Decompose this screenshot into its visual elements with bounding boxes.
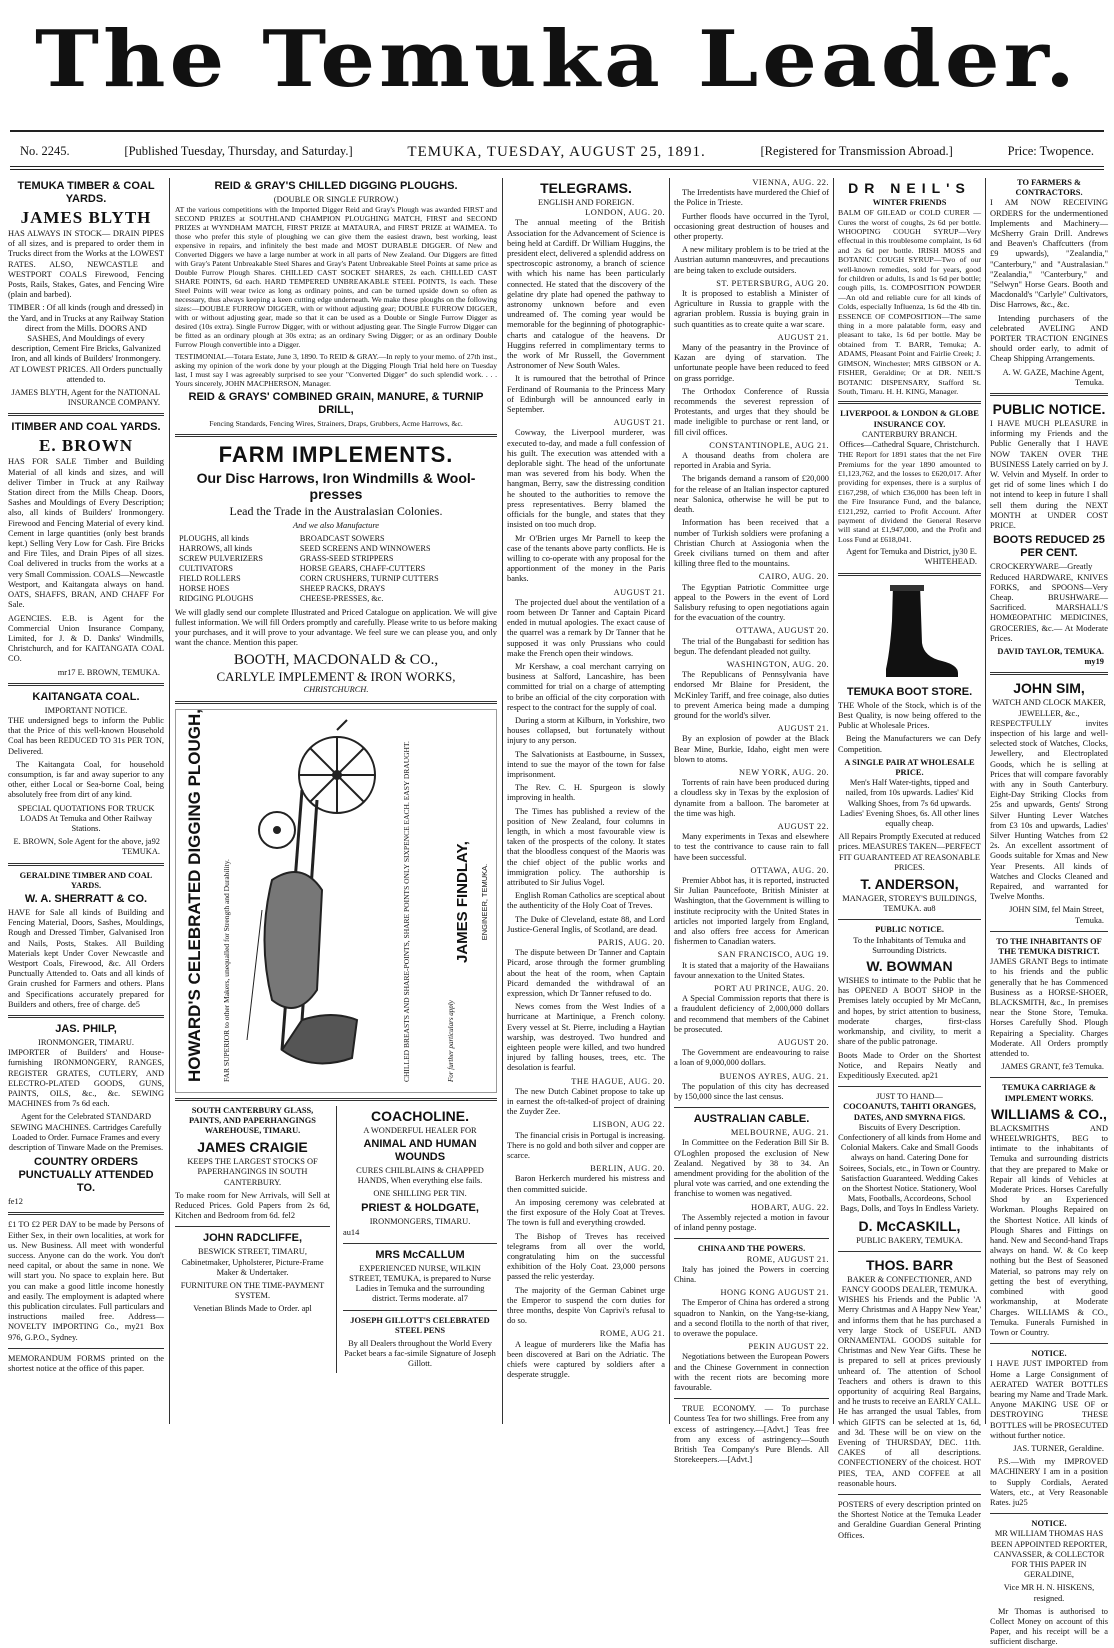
telegram-dateline: ROME, AUGUST 21.: [746, 1254, 829, 1264]
posters-ad: POSTERS of every description printed on the Shortest Notice at the Temuka Leader and Geraldine Guardian General Printing Offices.: [838, 1500, 981, 1540]
divider: [343, 1243, 497, 1244]
boot-store-text-2: Being the Manufacturers we can Defy Competition.: [838, 734, 981, 754]
dateline: [20, 144, 1094, 164]
grant-signature: JAMES GRANT, fe3 Temuka.: [1001, 1062, 1104, 1072]
divider: [674, 1238, 829, 1239]
country-orders: COUNTRY ORDERS PUNCTUALLY ATTENDED TO.: [18, 1156, 154, 1195]
telegram-item: The Irredentists have murdered the Chief of the Police in Trieste.: [674, 188, 829, 208]
divider: [990, 931, 1108, 932]
telegram-dateline: CONSTANTINOPLE, AUG 21.: [709, 440, 829, 450]
telegram-item: The brigands demand a ransom of £20,000 for the release of an Italian inspector captured near Salonica, otherwise he will be put to death.: [674, 474, 829, 515]
price: Price: Twopence.: [1007, 144, 1094, 158]
telegram-dateline: PEKIN AUGUST 22.: [748, 1342, 829, 1352]
implement-item: HARROWS, all kinds: [179, 543, 253, 553]
telegram-item: Information has been received that a number of Turkish soldiers were profaning a Christian Church at Assiogonia when the Greek civilians turned on them and after killing three fled to the mountains.: [674, 518, 829, 569]
divider: [8, 1348, 164, 1349]
telegram-dateline: AUGUST 20.: [777, 1038, 829, 1048]
divider: [838, 919, 981, 920]
farm-implements-text: We will gladly send our complete Illustrated and Priced Catalogue on application. We will give fullest information. We will fill Orders promptly and carefully. Please write to us before making your purchases, and it will prove to your advantage. We feel sure we can please you, and only want the chance. Mention this paper.: [175, 607, 497, 648]
telegram-item: A league of murderers like the Mafia has been discovered at Bari on the Adriatic. The chiefs were captured by soldiers after a desperate struggle.: [507, 1339, 665, 1380]
boot-store-text: THE Whole of the Stock, which is of the Best Quality, is now being offered to the Public at Wholesale Prices.: [838, 700, 981, 731]
blyth-name: JAMES BLYTH: [20, 208, 152, 227]
divider: [175, 701, 497, 704]
brown-ad-text: HAS FOR SALE Timber and Building Material of all kinds and sizes, and will deliver Timber in Truck at any Railway Station direct from the Mills Cheap. Doors, Sashes and Mouldings of Every Description; also, all kinds of Builders' Ironmongery. Firewood and Fencing Material of every kind. Cement in large quantities (only best brands kept.) Selling Very Low for Cash. Fire Bricks and Fire Tiles, and Drain Pipes of all sizes. Coal delivered in trucks from the works at a very Small Commission. COALS—Newcastle Westport, and Kaitangata always on hand. OATS, SHAFFS, BRAN, AND CHAFF For Sale.: [8, 457, 164, 610]
mccallum-name: MRS McCALLUM: [375, 1248, 465, 1261]
divider: [8, 413, 164, 416]
australian-cable-heading: AUSTRALIAN CABLE.: [693, 1113, 810, 1126]
telegram-item: The Salvationists at Eastbourne, in Sussex, intend to sue the mayor of the town for false imprisonment.: [507, 749, 665, 779]
implement-item: HORSE GEARS, CHAFF-CUTTERS: [299, 563, 426, 573]
telegram-item: The Government are endeavouring to raise a loan of 9,000,000 dollars.: [674, 1048, 829, 1068]
radcliffe-sub: BESWICK STREET, TIMARU,: [197, 1247, 308, 1257]
blyth-signature: JAMES BLYTH, Agent for the NATIONAL INSURANCE COMPANY.: [11, 388, 160, 408]
boot-store-single: A SINGLE PAIR AT WHOLESALE PRICE.: [844, 757, 975, 778]
telegram-dateline: CAIRO, AUG. 20.: [758, 572, 829, 582]
telegram-item: Mr Kershaw, a coal merchant carrying on business at Salford, Lancashire, has been committed for trial on a charge of attempting to bribe an official of the city corporation with respect to the contract for the supply of coal.: [507, 661, 665, 712]
telegram-item: An imposing ceremony was celebrated at the first exposure of the Holy Coat at Treves. The town is full and everything crowded.: [507, 1197, 665, 1228]
coacholine-c: CURES CHILBLAINS & CHAPPED HANDS, When everything else fails.: [356, 1165, 484, 1186]
telegram-item: Mr O'Brien urges Mr Parnell to keep the case of the tenants above party conflicts. He is willing to co-operate with any proposal for the apportionment of the money in the Paris banks.: [507, 533, 665, 584]
farmers-heading: TO FARMERS & CONTRACTORS.: [1015, 178, 1083, 198]
telegram-item: The trial of the Bungabasti for sedition has begun. The defendant pleaded not guilty.: [674, 636, 829, 656]
philp-subheading: IRONMONGER, TIMARU.: [38, 1038, 134, 1047]
telegram-dateline: BERLIN, AUG. 20.: [590, 1164, 665, 1174]
column-5: [838, 178, 981, 1540]
gillott-text: By all Dealers throughout the World Every Packet bears a fac-simile Signature of Joseph Gillott.: [344, 1339, 496, 1369]
telegrams-subheading: ENGLISH AND FOREIGN.: [537, 198, 635, 207]
telegram-dateline: AUGUST 21.: [613, 418, 665, 428]
philp-text-2: Agent for the Celebrated STANDARD SEWING MACHINES. Cartridges Carefully Loaded to Order. Furnace Frames and every description of Tinware Made on the Premises.: [8, 1112, 164, 1153]
williams-text: BLACKSMITHS AND WHEELWRIGHTS, BEG to intimate to the inhabitants of Temuka and surrounding districts that they are prepared to Make or Repair all kinds of Vehicles at Moderate Prices. Horses Carefully Shod by an Experienced Workman. Ploughs Repaired on the Shortest Notice. All kinds of Plough Shares and Fittings on hand. New and Second-hand Traps always on hand. W. & Co keep nothing but the Best of Seasoned Material, so patrons may rely on getting the best of everything, combined with good workmanship, at Moderate Charges. WILLIAMS & CO., Temuka. Funerals Furnished in Town or Country.: [990, 1123, 1108, 1337]
telegram-item: The dispute between Dr Tanner and Captain Picard, arose through the former grumbling about the heat of the room, when Captain Picard demanded the withdrawal of an expression, which Dr Tanner refused to do.: [507, 948, 665, 999]
column-2: [175, 178, 497, 1424]
issue-number: No. 2245.: [20, 144, 70, 158]
philp-text: IMPORTER of Builders' and House-furnishing IRONMONGERY, RANGES, REGISTER GRATES, CUTLERY, AND ELECTRO-PLATED GOODS, GUNS, PAINTS, OILS, &c., &c. SEWING MACHINES from 7s 6d each.: [8, 1048, 164, 1109]
telegram-item: The population of this city has decreased by 150,000 since the last census.: [674, 1081, 829, 1102]
just-to-hand-items: COCOANUTS, TAHITI ORANGES, DATES, AND SMYRNA FIGS.: [843, 1102, 976, 1122]
implement-item: HORSE HOES: [179, 583, 230, 593]
telegram-item: The Emperor of China has ordered a strong squadron to Nankin, on the Yang-tse-kiang, and a second flotilla to the north of that river, to overawe the populace.: [674, 1298, 829, 1338]
temuka-timber-heading: TEMUKA TIMBER & COAL YARDS.: [17, 180, 155, 205]
divider: [8, 683, 164, 686]
telegram-dateline: BUENOS AYRES, AUG. 21.: [719, 1071, 829, 1081]
barr-text: WISHES his Friends and the Public 'A Merry Christmas and A Happy New Year,' and informs them that he has purchased a very large Stock of USEFUL AND ORNAMENTAL GOODS suitable for Christmas and New Year Gifts. These he is prepared to sell at prices previously unheard of. The attention of School Teachers and others is drawn to this opportunity of acquiring Real Bargains, and he trusts to receive an EARLY CALL. He has arranged the usual Tables, from which GIFTS can be selected at 1s, 6d, and 3d. These will be on view on the Evening of THURSDAY, DEC. 11th. CAKES of all descriptions. CONFECTIONERY of the choicest. HOT PIES, TEA, AND COFFEE at all reasonable hours.: [838, 1295, 981, 1488]
divider: [990, 1343, 1108, 1344]
telegram-item: The new Dutch Cabinet propose to take up in earnest the oft-talked-of project of draining the Zuyder Zee.: [507, 1086, 665, 1117]
divider: [990, 1513, 1108, 1514]
just-to-hand-list: Biscuits of Every Description. Confectionery of all kinds from Home and Colonial Makers. Cake and Small Goods always on hand. Catering Done for Soirees, Socials, etc., in Town or Country. Satisfaction Guaranteed. Wedding Cakes on the Shortest Notice. Stationery, Wool Mats, Footballs, Accordeons, School Bags, Dolls, and Toys In Endless Variety.: [838, 1122, 981, 1214]
telegram-dateline: OTTAWA, AUG. 20.: [750, 865, 829, 875]
radcliffe-furniture: FURNITURE ON THE TIME-PAYMENT SYSTEM.: [180, 1281, 325, 1301]
turner-ps: P.S.—With my IMPROVED MACHINERY I am in a position to Supply Cordials, Aerated Waters, etc., at Very Reasonable Rates. ju25: [990, 1457, 1108, 1507]
reid-gray-text: AT the various competitions with the Imported Digger Reid and Gray's Plough was awarded FIRST and SECOND PRIZES at SOUTHLAND CHAMPION PLOUGHING MATCH, FIRST and SECOND PRIZES at WYNDHAM MATCH, FIRST PRIZE at MATAURA, and FIRST PRIZE at WAIMEA. To those who prefer this style of ploughing we can give them the easiest drawn, best working, least expensive in repairs, and infinitely the best made and MOST DURABLE DIGGER. Of New and Converted Diggers we have a large number at work in all parts of New Zealand. Our Diggers are fitted with Gray's Patent Unbreakable Steel Shares and Gray's Patent Unbreakable Steel Points at same price as Double Furrow Plough Shares. CHILLED CAST SOCKET SHARES, 2s each. CHILLED CAST SHARE POINTS, 6d each. HARD TEMPERED UNBREAKABLE STEEL POINTS, 1s each. These Steel Points will wear twice as long as ordinary points, and can be turned upside down so often as necessary, thus always keeping a keen cutting edge underneath. We make these ploughs on the following sizes:—DOUBLE FURROW DIGGER, with or without adjusting gear; DOUBLE FURROW DIGGER, with or without adjusting gear, made so that it can be used as a Double or Single Furrow Digger as desired (10s extra). Single Furrow Digger, with or without adjusting gear. The Single Furrow Digger can be fitted as an ordinary plough at 30s extra; as an ordinary Swing Digger; or as an ordinary Double Furrow Plough convertible into a Digger.: [175, 205, 497, 350]
barr-sub: BAKER & CONFECTIONER, AND FANCY GOODS DEALER, TEMUKA.: [841, 1274, 978, 1294]
howard-plough-chilled: CHILLED BREASTS AND SHARE-POINTS, SHARE POINTS ONLY SIXPENCE EACH. EASY DRAUGHT.: [402, 740, 411, 1082]
kaitangata-subheading: IMPORTANT NOTICE.: [44, 705, 128, 715]
telegram-item: Cowway, the Liverpool murderer, was executed to-day, and made a full confession of his guilt. The execution was attended with a deplorable sight. The head of the unfortunate man was severed from his body. When the hangman, Berry, saw the distressing condition he shouted to the authorities to remove the press representatives. Berry blamed the officials for the bungle, and states that they insisted on too much drop.: [507, 428, 665, 530]
dateline-place: HOBART, AUG. 22.: [751, 1202, 829, 1212]
telegram-dateline: LISBON, AUG 22.: [592, 1120, 665, 1130]
implement-item: RIDGING PLOUGHS: [179, 593, 254, 603]
kaitangata-text-2: The Kaitangata Coal, for household consumption, is far and away superior to any other, either Local or Sea-borne Coal, being absolutely free from dirt of any kind.: [8, 759, 164, 800]
telegram-dateline: AUGUST 22.: [777, 821, 829, 831]
telegram-dateline: AUGUST 21.: [613, 587, 665, 597]
implement-item: CORN CRUSHERS, TURNIP CUTTERS: [299, 573, 439, 583]
divider: [175, 1098, 497, 1101]
telegram-dateline: OTTAWA, AUGUST 20.: [735, 626, 829, 636]
blyth-timber-text: TIMBER : Of all kinds (rough and dressed) in the Yard, and in Trucks at any Railway Station direct from the Mills. DOORS AND SASHES, And Mouldings of every description, Cement Fire Bricks, Galvanized Iron, and all kinds of Builders' Ironmongery. AT LOWEST PRICES. All Orders punctually attended to.: [8, 303, 164, 384]
howard-plough-far-superior: FAR SUPERIOR to other Makers, unequalled for Strength and Durability.: [222, 858, 231, 1082]
findlay-name: JAMES FINDLAY,: [454, 840, 471, 963]
telegram-dateline: LONDON, AUG. 20.: [585, 208, 665, 218]
taylor-list: CROCKERYWARE—Greatly Reduced HARDWARE, KNIVES FORKS, and SPOONS—Very Cheap. BRUSHWARE—Sacrificed. MARSHALL'S HOMŒOPATHIC MEDICINES, GROCERIES, &c.— At Moderate Prices.: [990, 562, 1108, 643]
findlay-sub: ENGINEER, TEMUKA.: [480, 863, 489, 940]
sherratt-name: W. A. SHERRATT & CO.: [24, 892, 148, 905]
telegram-dateline: VIENNA, AUG. 22.: [752, 178, 829, 187]
implement-item: FIELD ROLLERS: [179, 573, 241, 583]
telegram-dateline: THE HAGUE, AUG. 20.: [571, 1076, 665, 1086]
telegram-dateline: SAN FRANCISCO, AUG 19.: [717, 950, 829, 960]
reid-gray-subheading: (DOUBLE OR SINGLE FURROW.): [273, 195, 399, 204]
telegram-item: A Special Commission reports that there is a fraudulent deficiency of 2,000,000 dollars and recommend that members of the Cabinet be prosecuted.: [674, 994, 829, 1034]
place-date: TEMUKA, TUESDAY, AUGUST 25, 1891.: [407, 144, 706, 160]
bottom-ads-row: [175, 1106, 497, 1373]
taylor-signature: DAVID TAYLOR, TEMUKA. my19: [997, 646, 1104, 667]
neil-subheading: WINTER FRIENDS: [872, 198, 947, 207]
coacholine-e: PRIEST & HOLDGATE,: [361, 1202, 479, 1215]
column-rule: [985, 178, 986, 1424]
divider: [838, 1494, 981, 1495]
column-4: [674, 178, 829, 1465]
coacholine-title: COACHOLINE.: [371, 1107, 469, 1124]
column-rule: [336, 1106, 337, 1373]
telegram-item: The majority of the German Cabinet urge the Emperor to suspend the corn duties for three months, despite Von Caprivi's refusal to do so.: [507, 1285, 665, 1326]
telegram-item: English Roman Catholics are sceptical about the authenticity of the Holy Coat of Treves.: [507, 891, 666, 911]
telegram-item: The Orthodox Conference of Russia recommends the severest repression of Protestants, and urges that they should be made ineligible to purchase or rent land, or fill civil offices.: [674, 386, 829, 437]
column-6: [990, 178, 1108, 1647]
mccaskill-sub: PUBLIC BAKERY, TEMUKA.: [856, 1235, 963, 1245]
divider: [674, 1398, 829, 1399]
brown-agencies: AGENCIES. E.B. is Agent for the Commercial Union Insurance Company, Limited, for J. & D. Danks' Windmills, Christchurch, and for KAITANGATA COAL CO.: [8, 613, 164, 664]
telegram-item: It is rumoured that the betrothal of Prince Ferdinand of Roumania to the Princess Mary of Edinburgh will be announced early in September.: [507, 374, 665, 415]
telegram-item: A new military problem is to be tried at the Austrian autumn manœuvres, and precautions are being taken to exclude outsiders.: [674, 245, 829, 275]
telegram-dateline: AUGUST 21.: [777, 724, 829, 734]
brown-name: E. BROWN: [39, 436, 133, 456]
divider: [175, 434, 497, 437]
telegram-item: The Egyptian Patriotic Committee urge appeal to the Powers in the event of Lord Salisbury refusing to open negotiations again for the evacuation of the country.: [674, 582, 829, 623]
bowman-text-2: Boots Made to Order on the Shortest Notice, and Repairs Neatly and Expeditiously Executed. ap21: [838, 1050, 981, 1080]
booth-city: CHRISTCHURCH.: [303, 685, 369, 695]
mccallum-text: EXPERIENCED NURSE, WILKIN STREET, TEMUKA, is prepared to Nurse Ladies in Temuka and the surrounding district. Terms moderate. al7: [349, 1263, 491, 1304]
divider: [838, 401, 981, 404]
telegram-dateline: ROME, AUG 21.: [599, 1329, 665, 1339]
boot-store-list: Men's Half Water-tights, tipped and nailed, from 10s upwards. Ladies' Kid Walking Shoes, from 7s 6d upwards. Ladies' Evening Shoes, 6s. All other lines equally cheap.: [839, 778, 980, 829]
liverpool-sub: CANTERBURY BRANCH.: [861, 429, 958, 439]
telegram-item: The Times has published a review of the position of New Zealand, four columns in length, in which a most favourable view is taken of the prospects of the colony. It states that the bloodless conquest of the Maoris was the chief object of the public works and immigration policy. The authorship is attributed to Sir Julius Vogel.: [507, 806, 665, 887]
thomas-text-2: Mr Thomas is authorised to Collect Money on account of this Paper, and his receipt will be a sufficient discharge.: [990, 1606, 1108, 1647]
true-economy-ad: TRUE ECONOMY. — To purchase Countess Tea for two shillings. Free from any excess of astringency.—[Advt.] Teas free from any excess of astringency—South British Tea Company's Pure Blends. All Storekeepers.—[Advt.]: [674, 1404, 829, 1465]
taylor-text: I HAVE MUCH PLEASURE in informing my Friends and the Public Generally that I HAVE NOW TAKEN OVER THE BUSINESS Lately carried on by J. W. Velvin and Myself. In order to get rid of some lines which I do not intend to keep in future I shall sell them during the NEXT MONTH at UNDER COST PRICE.: [990, 419, 1108, 531]
farm-implements-lead: Lead the Trade in the Australasian Colonies.: [229, 504, 443, 519]
telegram-dateline: HONG KONG AUGUST 21.: [720, 1288, 829, 1298]
divider: [8, 1212, 164, 1215]
telegram-item: It is stated that a majority of the Hawaiians favour annexation to the United States.: [674, 960, 829, 980]
grant-text: JAMES GRANT Begs to intimate to his friends and the public generally that he has Commenced Business as a HORSE-SHOER, BLACKSMITH, &c., In premises near the Stone Store, Temuka. Horses Carefully Shod. Plough Repairing a Speciality. Charges Moderate. All Orders promptly attended to.: [990, 957, 1108, 1059]
liverpool-text: THE Report for 1891 states that the net Fire Premiums for the year 1890 amounted to £1,123,762, and the losses to £620,017. After providing for expenses, there is a surplus of £167,298, of which £36,000 has been left in the Fire Insurance Fund, and the balance, £121,292, carried to Profit Account. After payment of dividend the General Reserve will stand at £1,947,000, and the Profit and Loss Fund at £618,041.: [838, 450, 981, 544]
neil-text: BALM OF GILEAD or COLD CURER —Cures the worst of coughs, 2s 6d per bottle. WHOOPING COUGH SYRUP—Very effectual in this troublesome complaint, 1s 6d and 2s 6d per bottle. IRISH MOSS and BOTANIC COUGH SYRUP—Two of our well-known remedies, sold for years, good for children or adults, 1s and 1s 6d per bottle; cough pills, 1s. COMPOSITION POWDER—An old and reliable cure for all kinds of Colds, especially Influenza, 1s 6d the 4lb tin. ESSENCE OF COMPOSITION—The same thing in a more palatable form, easy and pleasant to take, 1s 6d per bottle. May be obtained from T. BARR, Temuka; A. ADAMS, Pleasant Point and Fairlie Creek; J. GIMSON, Winchester; MRS GIBSON or A. FISHER, Geraldine; Or at DR. NEIL'S BOTANIC DISPENSARY, Stafford St. South, Timaru. H. H. KING, Manager.: [838, 208, 981, 396]
implement-item: BROADCAST SOWERS: [299, 533, 385, 543]
telegram-item: The Rev. C. H. Spurgeon is slowly improving in health.: [507, 783, 665, 803]
country-orders-code: fe12: [8, 1197, 23, 1207]
divider: [8, 1015, 164, 1018]
gaze-text: I AM NOW RECEIVING ORDERS for the undermentioned Implements and Machinery— McSherry Grain Drill. Andrews and Beaven's Chaffcutters (from £9 upwards), "Zealandia," "Canterbury," and "Australasian." "Zealandia," "Canterbury," and "Selwyn" Horse Gears. Booth and Macdonald's "Carlyle" Cultivators, Disc Harrows, &c., &c.: [990, 198, 1108, 310]
china-heading: CHINA AND THE POWERS.: [697, 1244, 806, 1254]
booth-works: CARLYLE IMPLEMENT & IRON WORKS,: [216, 669, 456, 685]
thomas-vice: Vice MR H. N. HISKENS, resigned.: [1003, 1583, 1095, 1603]
divider: [838, 573, 981, 576]
telegram-item: It is proposed to establish a Minister of Agriculture in Russia to grapple with the agrarian problem. Russia is buying grain in such quantities as to create quite a war scare.: [674, 289, 829, 329]
divider: [343, 1310, 497, 1311]
divider: [175, 1226, 330, 1227]
telegram-list: [507, 208, 665, 1380]
boot-store-repairs: All Repairs Promptly Executed at reduced prices. MEASURES TAKEN—PERFECT FIT GUARANTEED AT REASONABLE PRICES.: [838, 832, 981, 872]
barr-name: THOS. BARR: [865, 1256, 954, 1273]
notice-heading-2: NOTICE.: [1031, 1519, 1067, 1529]
divider: [674, 1107, 829, 1108]
column-3: [507, 178, 665, 1424]
craigie-text: To make room for New Arrivals, will Sell at Reduced Prices. Gold Papers from 2s 6d, Kitchen and Bedroom from 6d. fel2: [175, 1190, 330, 1221]
carriage-heading: TEMUKA CARRIAGE & IMPLEMENT WORKS.: [1002, 1083, 1096, 1103]
reid-gray-drill: REID & GRAYS' COMBINED GRAIN, MANURE, & TURNIP DRILL,: [188, 391, 484, 417]
divider: [990, 1077, 1108, 1078]
gillott-title: JOSEPH GILLOTT'S CELEBRATED STEEL PENS: [350, 1315, 490, 1335]
implement-item: SHEEP RACKS, DRAYS: [299, 583, 386, 593]
liverpool-offices: Offices—Cathedral Square, Christchurch.: [839, 439, 980, 449]
howard-plough-title: HOWARD'S CELEBRATED DIGGING PLOUGH,: [185, 708, 204, 1082]
registration-note: [Registered for Transmission Abroad.]: [760, 144, 953, 158]
sim-signature: JOHN SIM, fel Main Street, Temuka.: [1009, 905, 1104, 925]
reid-gray-drill-sub: Fencing Standards, Fencing Wires, Strainers, Draps, Grubbers, Acme Harrows, &c.: [209, 419, 463, 429]
boot-store-heading: TEMUKA BOOT STORE.: [846, 685, 973, 698]
masthead-rule: [10, 130, 1104, 132]
coacholine-d: ONE SHILLING PER TIN.: [373, 1189, 467, 1199]
telegram-dateline: WASHINGTON, AUG. 20.: [726, 659, 829, 669]
kaitangata-text: THE undersigned begs to inform the Public that the Price of this well-known Household Coal has been REDUCED TO 31s PER TON, Delivered.: [8, 715, 164, 756]
craigie-ad: [175, 1106, 330, 1373]
australian-cable-text: In Committee on the Federation Bill Sir B. O'Loghlen proposed the exclusion of New Zealand. Negatived by 38 to 34. An amendment providing for the abolition of the plural vote was carried, and one extending the franchise to women was negatived.: [674, 1138, 829, 1199]
booth-name: BOOTH, MACDONALD & CO.,: [233, 652, 439, 669]
column-rule: [669, 178, 670, 1424]
telegram-dateline: NEW YORK, AUG. 20.: [739, 767, 829, 777]
boot-icon: [838, 581, 981, 681]
telegram-list-continued: [674, 178, 829, 1102]
telegram-item: The Bishop of Treves has received telegrams from all over the world, congratulating him on the successful exhibition of the Holy Coat. 23,000 persons passed the relic yesterday.: [507, 1231, 665, 1282]
liverpool-signature: Agent for Temuka and District, jy30 E. WHITEHEAD.: [846, 547, 977, 567]
blyth-ad-text: HAS ALWAYS IN STOCK— DRAIN PIPES of all sizes, and is prepared to order them in Trucks direct from the Works at the LOWEST RATES. ALSO, NEWCASTLE and WESTPORT COALS Firewood, Fencing Posts, Rails, Stakes, Gates, and Fencing Wire (plain and barbed).: [8, 229, 164, 300]
telegram-dateline: PARIS, AUG. 20.: [598, 938, 665, 948]
sc-glass-title: SOUTH CANTERBURY GLASS, PAINTS, AND PAPERHANGINGS WAREHOUSE, TIMARU.: [189, 1105, 316, 1136]
findlay-note: For further particulars apply: [447, 999, 455, 1082]
brown-heading: ITIMBER AND COAL YARDS.: [11, 421, 161, 434]
craigie-name: JAMES CRAIGIE: [197, 1139, 308, 1156]
geraldine-text: HAVE for Sale all kinds of Building and Fencing Material, Doors, Sashes, Mouldings, Rough and Dressed Timber, Galvanised Iron and Nails, Posts, Stakes. All Building Materials kept Under Cover Newcastle and Westport Coals, Firewood, &c. All Orders Punctually Attended to. Oats and all kinds of Grain crushed for Farmers and others. Plans and Specifications accurately prepared for Builders and others, free of charge. de5: [8, 907, 164, 1009]
public-notice-heading: PUBLIC NOTICE.: [992, 401, 1106, 418]
telegram-item: During a storm at Kilburn, in Yorkshire, two houses collapsed, but fortunately without injury to any person.: [507, 715, 665, 746]
telegram-item: Many of the peasantry in the Province of Kazan are dying of starvation. The unfortunate people have been reduced to feed on grass porridge.: [674, 343, 829, 383]
telegram-item: The Republicans of Pennsylvania have endorsed Mr Blaine for President, the McKinley Tariff, and free coinage, also duties to prevent America being made a dumping ground for the world's silver.: [674, 670, 829, 720]
farm-implements-title: FARM IMPLEMENTS.: [218, 442, 454, 468]
telegram-item: By an explosion of powder at the Black Bear Mine, Burkie, Idaho, eight men were blown to atoms.: [674, 734, 829, 764]
column-1: [8, 178, 164, 1424]
williams-name: WILLIAMS & CO.,: [991, 1105, 1107, 1122]
implement-item: GRASS-SEED STRIPPERS: [299, 553, 394, 563]
reid-gray-testimonial: TESTIMONIAL—Totara Estate, June 3, 1890. To REID & GRAY.—In reply to your memo. of 27th inst., asking my opinion of the work done by your plough at the Digging Plough Trial held here on Tuesday last, I must say I was agreeably surprised to see your "Converted Digger" do such splendid work. . . . Yours sincerely, JOHN MACPHERSON, Manager.: [175, 352, 497, 389]
mccaskill-name: D. McCASKILL,: [858, 1217, 961, 1234]
pound-per-day-ad: £1 TO £2 PER DAY to be made by Persons of Either Sex, in their own localities, at work for us. New Business. All meet with wonderful success. Anyone can do the work. You don't need capital, or about the same in none. We will start you. No space to explain here. But you can make a good little income honestly and easily. The employment is adapted where this publication circulates. Full particulars and instructions mailed free. Address—NOVELTY IMPORTING Co., my21 Box 976, G.P.O., Sydney.: [8, 1220, 164, 1342]
masthead: [0, 0, 1114, 128]
australian-cable-text-2: The Assembly rejected a motion in favour of inland penny postage.: [674, 1212, 829, 1233]
sim-text: RESPECTFULLY invites inspection of his large and well-selected stock of Watches, Clocks, Jewellery, and Electroplated Goods, which he is selling at Prices that will compare favorably with any in South Canterbury. Eight-Day Striking Clocks from 25s and upwards, Gents' Strong Silver Hunting Lever Watches from £3 10s and upwards, Ladies' Silver Hunting Watches from £2 2s. An excellent assortment of Goods suitable for Xmas and New Year Presents. All kinds of Watches and Clocks Cleaned and Repaired, and warranted for Twelve Months.: [990, 718, 1108, 902]
farm-implements-also: And we also Manufacture: [293, 521, 379, 531]
brown-signature: mr17 E. BROWN, TEMUKA.: [57, 667, 160, 677]
craigie-sub: KEEPS THE LARGEST STOCKS OF PAPERHANGINGS IN SOUTH CANTERBURY.: [187, 1157, 318, 1187]
divider: [838, 1251, 981, 1252]
telegram-dateline: AUGUST 21.: [777, 332, 829, 342]
column-rule: [502, 178, 503, 1424]
anderson-sub: MANAGER, STOREY'S BUILDINGS, TEMUKA. au8: [842, 894, 977, 914]
column-rule: [169, 178, 170, 1424]
farm-implements-sub: Our Disc Harrows, Iron Windmills & Wool-presses: [196, 470, 476, 503]
telegram-item: Further floods have occurred in the Tyrol, occasioning great destruction of houses and other property.: [674, 211, 829, 242]
telegram-item: Italy has joined the Powers in coercing China.: [674, 1264, 829, 1284]
newspaper-title: The Temuka Leader.: [35, 14, 1079, 106]
radcliffe-name: JOHN RADCLIFFE,: [203, 1232, 302, 1245]
implement-item: CULTIVATORS: [179, 563, 233, 573]
implement-item: PLOUGHS, all kinds: [179, 533, 249, 543]
divider: [8, 863, 164, 866]
telegram-item: Negotiations between the European Powers and the Chinese Government in connection with the recent riots are becoming more favourable.: [674, 1352, 829, 1392]
divider: [990, 672, 1108, 675]
dateline-rule-2: [10, 169, 1104, 170]
notice-heading: NOTICE.: [1031, 1349, 1067, 1359]
dateline-place: MELBOURNE, AUG. 21.: [730, 1128, 829, 1138]
sim-name: JOHN SIM,: [1013, 680, 1085, 697]
china-list: [674, 1255, 829, 1394]
gaze-signature: A. W. GAZE, Machine Agent, Temuka.: [1002, 367, 1104, 387]
telegram-dateline: ST. PETERSBURG, AUG 20.: [716, 278, 829, 288]
column-rule: [833, 178, 834, 1424]
radcliffe-blinds: Venetian Blinds Made to Order. apl: [193, 1304, 312, 1314]
coacholine-code: au14: [343, 1227, 360, 1237]
public-notice-to: To the Inhabitants of Temuka and Surrounding Districts.: [853, 935, 966, 955]
geraldine-heading: GERALDINE TIMBER AND COAL YARDS.: [19, 870, 153, 890]
just-to-hand: JUST TO HAND—: [876, 1092, 943, 1102]
public-notice-heading: PUBLIC NOTICE.: [875, 925, 944, 935]
bowman-name: W. BOWMAN: [866, 958, 953, 975]
telegram-item: Baron Herkerch murdered his mistress and then committed suicide.: [507, 1174, 665, 1194]
telegram-item: The projected duel about the ventilation of a room between Dr Tanner and Captain Picard ended in mutual apologies. The exact cause of the quarrel was a remark by Dr Tanner that he supposed it was only Prussians who could make the French open their windows.: [507, 597, 665, 658]
telegram-item: A thousand deaths from cholera are reported in Arabia and Syria.: [674, 451, 829, 471]
howard-plough-ad: [175, 709, 497, 1093]
philp-name: JAS. PHILP,: [55, 1023, 117, 1035]
coacholine-a: A WONDERFUL HEALER FOR: [363, 1125, 477, 1135]
anderson-name: T. ANDERSON,: [860, 876, 959, 893]
sim-sub: WATCH AND CLOCK MAKER, JEWELLER, &c.,: [992, 698, 1106, 718]
dateline-rule: [10, 166, 1104, 167]
telegram-item: Premier Abbot has, it is reported, instructed Sir Julian Pauncefoote, British Minister at Washington, that the Government is willing to institute reciprocity with the United States in articles not imported largely from England, and also offers free access for American fishermen to Canadian waters.: [674, 876, 829, 947]
bowman-text: WISHES to intimate to the Public that he has OPENED A BOOT SHOP in the Premises lately occupied by Mr McCann, and hopes, by strict attention to business, moderate charges, first-class workmanship, and civility, to merit a share of the public patronage.: [838, 976, 981, 1047]
publication-days: [Published Tuesday, Thursday, and Saturday.]: [124, 144, 353, 158]
coacholine-b: ANIMAL AND HUMAN WOUNDS: [363, 1137, 477, 1163]
turner-text: I HAVE JUST IMPORTED from Home a Large Consignment of AERATED WATER BOTTLES bearing my Name and Trade Mark. Anyone MAKING USE OF or DESTROYING THESE BOTTLES will be PROSECUTED without further notice.: [990, 1359, 1108, 1440]
reid-gray-heading: REID & GRAY'S CHILLED DIGGING PLOUGHS.: [214, 180, 458, 192]
neil-heading: DR NEIL'S: [848, 180, 971, 196]
kaitangata-special: SPECIAL QUOTATIONS FOR TRUCK LOADS At Temuka and Other Railway Stations.: [17, 803, 155, 833]
grant-heading: TO THE INHABITANTS OF THE TEMUKA DISTRICT.: [996, 936, 1102, 956]
telegrams-heading: TELEGRAMS.: [540, 180, 632, 196]
liverpool-heading: LIVERPOOL & LONDON & GLOBE INSURANCE COY.: [840, 409, 979, 429]
telegram-item: The annual meeting of the British Association for the Advancement of Science is being held at Cardiff. Dr William Huggins, the president elect, delivered a splendid address on spectroscopic astronomy, a branch of science with which his name has been particularly connected. He stated that the discovery of the gelatine dry plate had opened the pathway to astronomy unknown before and even undreamed of. The coming year would be memorable for the beginning of photographic-charts and catalogue of the heavens. Dr Huggins referred in complimentary terms to the work of Mr Russell, the Government Astronomer of New South Wales.: [507, 218, 665, 371]
farm-implements-list: [175, 534, 497, 604]
kaitangata-signature: E. BROWN, Sole Agent for the above, ja92 TEMUKA.: [13, 837, 160, 857]
telegram-item: Many experiments in Texas and elsewhere to test the contrivance to cause rain to fall have been successful.: [674, 832, 829, 862]
implement-item: SCREW PULVERIZERS: [179, 553, 263, 563]
telegram-item: Torrents of rain have been produced during a cloudless sky in Texas by the explosion of dynamite from a balloon. The barometer at the time was high.: [674, 778, 829, 818]
coacholine-ad: [343, 1106, 497, 1373]
telegram-item: News comes from the West Indies of a hurricane at Martinique, a French colony. Every vessel at St. Pierre, including a Haytian warship, was destroyed. Two hundred and eighteen people were killed, and two hundred injured by falling houses, trees, etc. The desolation is fearful.: [507, 1002, 665, 1073]
implement-item: SEED SCREENS AND WINNOWERS: [299, 543, 431, 553]
kaitangata-heading: KAITANGATA COAL.: [32, 690, 140, 703]
telegram-item: The Duke of Cleveland, estate 88, and Lord Justice-General Inglis, of Scotland, are dead.: [507, 914, 665, 934]
divider: [838, 1086, 981, 1087]
coacholine-f: IRONMONGERS, TIMARU.: [369, 1217, 471, 1227]
radcliffe-text: Cabinetmaker, Upholsterer, Picture-Frame Maker & Undertaker.: [181, 1257, 324, 1277]
telegram-dateline: PORT AU PRINCE, AUG. 20.: [714, 984, 829, 994]
telegram-item: The financial crisis in Portugal is increasing. There is no gold and both silver and copper are scarce.: [507, 1130, 665, 1161]
boots-reduced: BOOTS REDUCED 25 PER CENT.: [993, 534, 1105, 560]
divider: [990, 393, 1108, 396]
memorandum-forms-ad: MEMORANDUM FORMS printed on the shortest notice at the office of this paper.: [8, 1353, 164, 1374]
plough-illustration: [242, 720, 392, 1080]
gaze-text-2: Intending purchasers of the celebrated AVELING AND PORTER TRACTION ENGINES should order early, to admit of Cheap Shipping Arrangements.: [990, 313, 1108, 364]
turner-signature: JAS. TURNER, Geraldine.: [1013, 1443, 1104, 1453]
thomas-text: MR WILLIAM THOMAS HAS BEEN APPOINTED REPORTER, CANVASSER, & COLLECTOR FOR THIS PAPER IN GERALDINE,: [990, 1529, 1108, 1580]
implement-item: CHEESE-PRESSES, &c.: [299, 593, 384, 603]
